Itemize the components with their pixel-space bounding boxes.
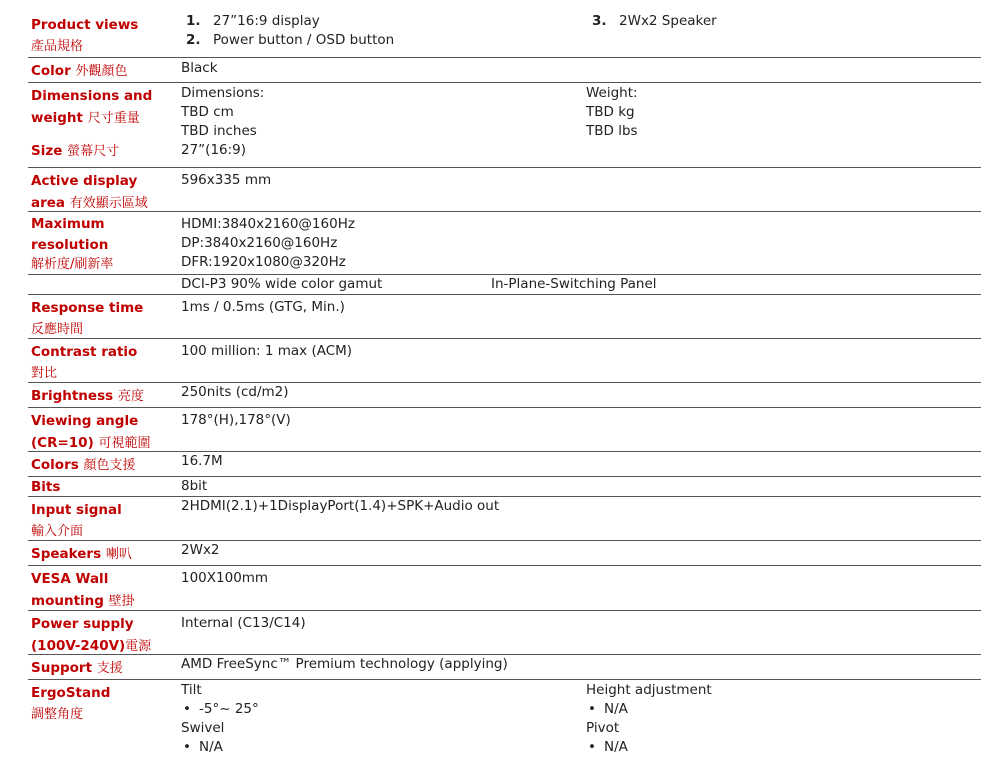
contrast-value: 100 million: 1 max (ACM) xyxy=(181,343,353,359)
gamut-value: DCI-P3 90% wide color gamut xyxy=(181,276,383,292)
row-colors xyxy=(28,452,981,477)
brightness-value: 250nits (cd/m2) xyxy=(181,384,289,400)
label-product-views xyxy=(31,14,176,58)
label-speakers: Speakers 喇叭 xyxy=(31,546,132,562)
row-input-signal xyxy=(28,497,981,541)
ergostand-left: Tilt • -5°~ 25° Swivel • N/A xyxy=(181,682,259,755)
panel-type-value: In-Plane-Switching Panel xyxy=(491,276,657,292)
row-active-area xyxy=(28,168,981,212)
weight-values: Weight: TBD kg TBD lbs xyxy=(586,85,638,139)
speakers-value: 2Wx2 xyxy=(181,542,220,558)
bullet-icon: • xyxy=(588,739,596,755)
row-ergostand xyxy=(28,680,981,764)
list-item: • N/A xyxy=(588,701,628,717)
label-viewing-angle: Viewing angle (CR=10) 可視範圍 xyxy=(31,413,151,451)
vesa-value: 100X100mm xyxy=(181,570,269,586)
label-color: Color 外觀顏色 xyxy=(31,63,128,79)
bits-value: 8bit xyxy=(181,478,208,494)
label-power-supply: Power supply (100V-240V)電源 xyxy=(31,616,152,654)
ergostand-right: Height adjustment • N/A Pivot • N/A xyxy=(586,682,712,755)
max-resolution-values: HDMI:3840x2160@160Hz DP:3840x2160@160Hz DFR:1920x1080@320Hz xyxy=(181,216,355,270)
product-views-list-right xyxy=(592,12,717,31)
bullet-icon: • xyxy=(183,701,191,717)
row-bits xyxy=(28,477,981,497)
dimensions-values: Dimensions: TBD cm TBD inches 27”(16:9) xyxy=(181,85,265,158)
product-views-list-left xyxy=(186,12,394,50)
label-vesa: VESA Wall mounting 壁掛 xyxy=(31,571,135,609)
bullet-icon: • xyxy=(183,739,191,755)
power-supply-value: Internal (C13/C14) xyxy=(181,615,306,631)
row-dimensions xyxy=(28,83,981,168)
active-area-value: 596x335 mm xyxy=(181,172,272,188)
product-view-item: 2. Power button / OSD button xyxy=(186,32,395,48)
product-view-item: 3. 2Wx2 Speaker xyxy=(592,13,717,29)
label-size: Size 螢幕尺寸 xyxy=(31,143,120,159)
viewing-angle-value: 178°(H),178°(V) xyxy=(181,412,291,428)
label-active-area: Active display area 有效顯示區域 xyxy=(31,173,148,211)
row-power-supply xyxy=(28,611,981,655)
row-gamut xyxy=(28,275,981,295)
row-viewing-angle xyxy=(28,408,981,452)
support-value: AMD FreeSync™ Premium technology (applying) xyxy=(181,656,508,672)
label-input-signal: Input signal 輸入介面 xyxy=(31,502,122,539)
label-max-resolution: Maximum resolution 解析度/刷新率 xyxy=(31,216,114,272)
row-response-time xyxy=(28,295,981,339)
product-view-item: 1. 27”16:9 display xyxy=(186,13,320,29)
label-en: Product views xyxy=(31,17,139,33)
label-ergostand: ErgoStand 調整角度 xyxy=(31,685,111,722)
label-dimensions: Dimensions and weight 尺寸重量 xyxy=(31,88,153,126)
list-item: • -5°~ 25° xyxy=(183,701,259,717)
row-brightness xyxy=(28,383,981,408)
label-contrast: Contrast ratio 對比 xyxy=(31,344,138,381)
spec-sheet xyxy=(28,12,981,764)
color-value: Black xyxy=(181,60,218,76)
label-bits: Bits xyxy=(31,479,61,495)
row-product-views xyxy=(28,12,981,58)
label-colors: Colors 顏色支援 xyxy=(31,457,136,473)
response-time-value: 1ms / 0.5ms (GTG, Min.) xyxy=(181,299,345,315)
label-response-time: Response time 反應時間 xyxy=(31,300,144,337)
label-brightness: Brightness 亮度 xyxy=(31,388,144,404)
label-support: Support 支援 xyxy=(31,660,123,676)
row-support xyxy=(28,655,981,680)
colors-value: 16.7M xyxy=(181,453,223,469)
row-max-resolution xyxy=(28,212,981,275)
row-color xyxy=(28,58,981,83)
list-item: • N/A xyxy=(588,739,628,755)
input-signal-value: 2HDMI(2.1)+1DisplayPort(1.4)+SPK+Audio out xyxy=(181,498,500,514)
bullet-icon: • xyxy=(588,701,596,717)
row-contrast xyxy=(28,339,981,383)
list-item: • N/A xyxy=(183,739,223,755)
label-cn: 產品規格 xyxy=(31,39,84,54)
row-speakers xyxy=(28,541,981,566)
size-value: 27”(16:9) xyxy=(181,142,247,158)
row-vesa xyxy=(28,566,981,611)
